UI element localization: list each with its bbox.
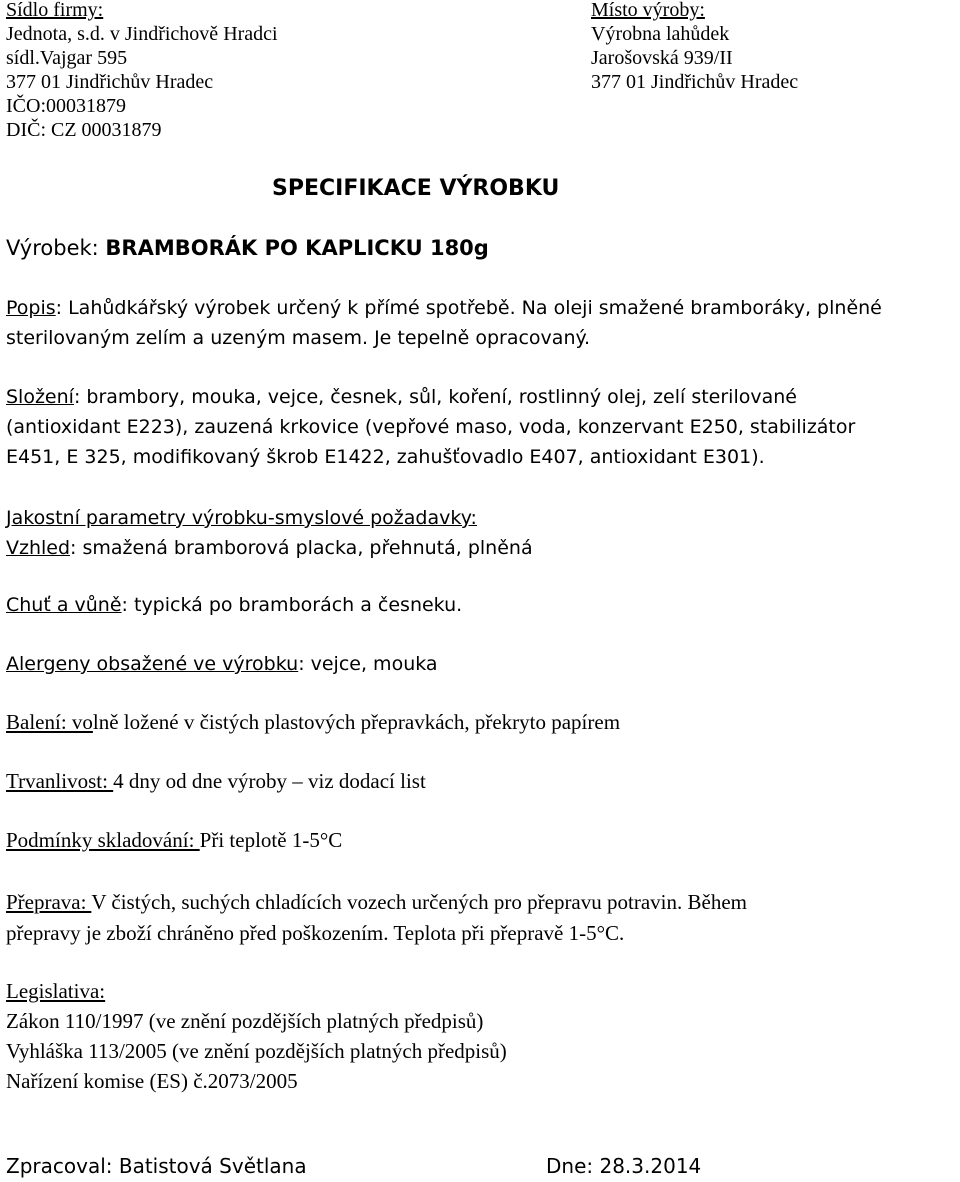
- slozeni-text: : brambory, mouka, vejce, česnek, sůl, koření, rostlinný olej, zelí sterilované: [73, 386, 797, 408]
- company-line: DIČ: CZ 00031879: [6, 119, 162, 141]
- company-line: Jednota, s.d. v Jindřichově Hradci: [6, 23, 278, 45]
- alergeny-label: Alergeny obsažené ve výrobku: [6, 653, 299, 675]
- trvanlivost-line: [6, 769, 426, 794]
- podminky-line: [6, 828, 342, 853]
- baleni-label: Balení: vo: [6, 710, 93, 734]
- legislativa-line: Nařízení komise (ES) č.2073/2005: [6, 1069, 298, 1093]
- date: Dne: 28.3.2014: [546, 1154, 702, 1178]
- slozeni-text: (antioxidant E223), zauzená krkovice (vepřové maso, voda, konzervant E250, stabilizátor: [6, 416, 856, 438]
- legislativa-line: Zákon 110/1997 (ve znění pozdějších platných předpisů): [6, 1009, 484, 1033]
- slozeni-section: [6, 385, 855, 469]
- chut-label: Chuť a vůně: [6, 594, 122, 616]
- popis-text: : Lahůdkářský výrobek určený k přímé spotřebě. Na oleji smažené bramboráky, plněné: [55, 297, 882, 319]
- podminky-label: Podmínky skladování:: [6, 828, 200, 852]
- legislativa-section: [6, 976, 507, 1096]
- company-line: sídl.Vajgar 595: [6, 47, 128, 69]
- alergeny-line: [6, 652, 438, 676]
- company-block: [6, 0, 278, 142]
- preprava-label: Přeprava:: [6, 890, 92, 914]
- jakost-section: [6, 506, 533, 560]
- trvanlivost-text: 4 dny od dne výroby – viz dodací list: [113, 769, 426, 793]
- preprava-text: V čistých, suchých chladících vozech určených pro přepravu potravin. Během: [91, 890, 747, 914]
- preprava-text: přepravy je zboží chráněno před poškozením. Teplota při přepravě 1-5°C.: [6, 921, 625, 945]
- popis-text: sterilovaným zelím a uzeným masem. Je tepelně opracovaný.: [6, 327, 591, 349]
- vzhled-text: : smažená bramborová placka, přehnutá, plněná: [70, 537, 533, 559]
- product-label: Výrobek:: [6, 236, 106, 260]
- popis-section: [6, 296, 882, 350]
- company-line: 377 01 Jindřichův Hradec: [6, 71, 214, 93]
- baleni-text: lně ložené v čistých plastových přepravkách, překryto papírem: [92, 710, 621, 734]
- production-line: Jarošovská 939/II: [591, 47, 733, 69]
- product-line: [6, 236, 489, 260]
- production-line: Výrobna lahůdek: [591, 23, 730, 45]
- company-heading: Sídlo firmy:: [6, 0, 104, 21]
- page-title: SPECIFIKACE VÝROBKU: [272, 176, 560, 201]
- popis-label: Popis: [6, 297, 56, 319]
- trvanlivost-label: Trvanlivost:: [6, 769, 114, 793]
- alergeny-text: : vejce, mouka: [298, 653, 438, 675]
- product-name: BRAMBORÁK PO KAPLICKU 180g: [105, 236, 489, 260]
- slozeni-text: E451, E 325, modifikovaný škrob E1422, zahušťovadlo E407, antioxidant E301).: [6, 446, 765, 468]
- production-line: 377 01 Jindřichův Hradec: [591, 71, 799, 93]
- zpracoval: Zpracoval: Batistová Světlana: [6, 1154, 307, 1178]
- legislativa-heading: Legislativa:: [6, 979, 106, 1003]
- company-line: IČO:00031879: [6, 95, 126, 117]
- jakost-heading: Jakostní parametry výrobku-smyslové požadavky:: [6, 507, 477, 529]
- legislativa-line: Vyhláška 113/2005 (ve znění pozdějších platných předpisů): [6, 1039, 507, 1063]
- production-block: [591, 0, 798, 94]
- vzhled-label: Vzhled: [6, 537, 71, 559]
- baleni-line: [6, 710, 620, 735]
- production-heading: Místo výroby:: [591, 0, 705, 21]
- slozeni-label: Složení: [6, 386, 74, 408]
- podminky-text: Při teplotě 1-5°C: [199, 828, 343, 852]
- chut-line: [6, 593, 462, 617]
- chut-text: : typická po bramborách a česneku.: [121, 594, 463, 616]
- preprava-section: [6, 887, 747, 949]
